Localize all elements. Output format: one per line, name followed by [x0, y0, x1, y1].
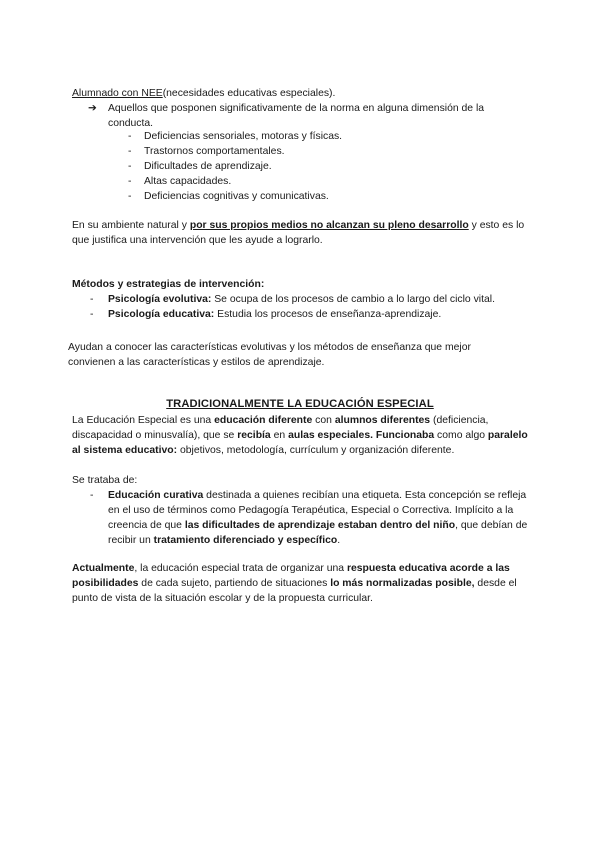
list-item: - Dificultades de aprendizaje. — [128, 161, 272, 172]
arrow-bullet — [88, 101, 97, 116]
dash-icon: - — [128, 146, 132, 157]
nee-heading: Alumnado con NEE — [72, 88, 163, 99]
dash-bullet — [90, 488, 93, 503]
dash-icon: - — [90, 490, 94, 501]
dash-icon: - — [128, 191, 132, 202]
traditional-paragraph: La Educación Especial es una educación diferente con alumnos diferentes (deficiencia, discapacidad o minusvalía), que se recibía en aulas especiales. Funcionaba como algo paralelo al sistema educativo: objetivos, metodología, currículum y organización diferente. — [72, 415, 528, 456]
list-item: - Deficiencias sensoriales, motoras y físicas. — [128, 131, 343, 142]
se-trataba-label: Se trataba de: — [72, 475, 138, 486]
dash-icon: - — [128, 161, 132, 172]
list-item: - Deficiencias cognitivas y comunicativas. — [128, 191, 329, 202]
methods-heading: Métodos y estrategias de intervención: — [72, 279, 265, 290]
nee-heading-line — [72, 86, 335, 101]
list-item: - Trastornos comportamentales. — [128, 146, 285, 157]
list-item: - Altas capacidades. — [128, 176, 232, 187]
dash-icon: - — [128, 176, 132, 187]
curativa-paragraph: Educación curativa destinada a quienes recibían una etiqueta. Esta concepción se refleja en el uso de términos como Pedagogía Terapéutica, Especial o Correctiva. Implícito a la creencia de que las dificultades de aprendizaje estaban dentro del niño, que debían de recibir un tratamiento diferenciado y específico. — [108, 490, 528, 546]
environment-emphasis: por sus propios medios no alcanzan su pleno desarrollo — [189, 220, 469, 231]
environment-paragraph: En su ambiente natural y por sus propios medios no alcanzan su pleno desarrollo y esto es lo que justifica una intervención que les ayude a lograrlo. — [72, 220, 525, 246]
arrow-icon: ➔ — [88, 103, 97, 114]
current-paragraph: Actualmente, la educación especial trata de organizar una respuesta educativa acorde a las posibilidades de cada sujeto, partiendo de situaciones lo más normalizadas posible, desde el punto de vista de la situación escolar y de la propuesta curricular. — [72, 563, 517, 604]
nee-heading-rest: (necesidades educativas especiales). — [162, 88, 336, 99]
list-item: - Psicología educativa: Estudia los procesos de enseñanza-aprendizaje. — [90, 309, 442, 320]
dash-icon: - — [90, 294, 94, 305]
dash-icon: - — [90, 309, 94, 320]
nee-definition: Aquellos que posponen significativamente de la norma en alguna dimensión de la conducta. — [108, 103, 485, 129]
dash-icon: - — [128, 131, 132, 142]
section-title: TRADICIONALMENTE LA EDUCACIÓN ESPECIAL — [166, 398, 434, 410]
methods-note: Ayudan a conocer las características evolutivas y los métodos de enseñanza que mejor convienen a las características y estilos de aprendizaje. — [68, 342, 471, 368]
list-item: - Psicología evolutiva: Se ocupa de los procesos de cambio a lo largo del ciclo vital. — [90, 294, 495, 305]
